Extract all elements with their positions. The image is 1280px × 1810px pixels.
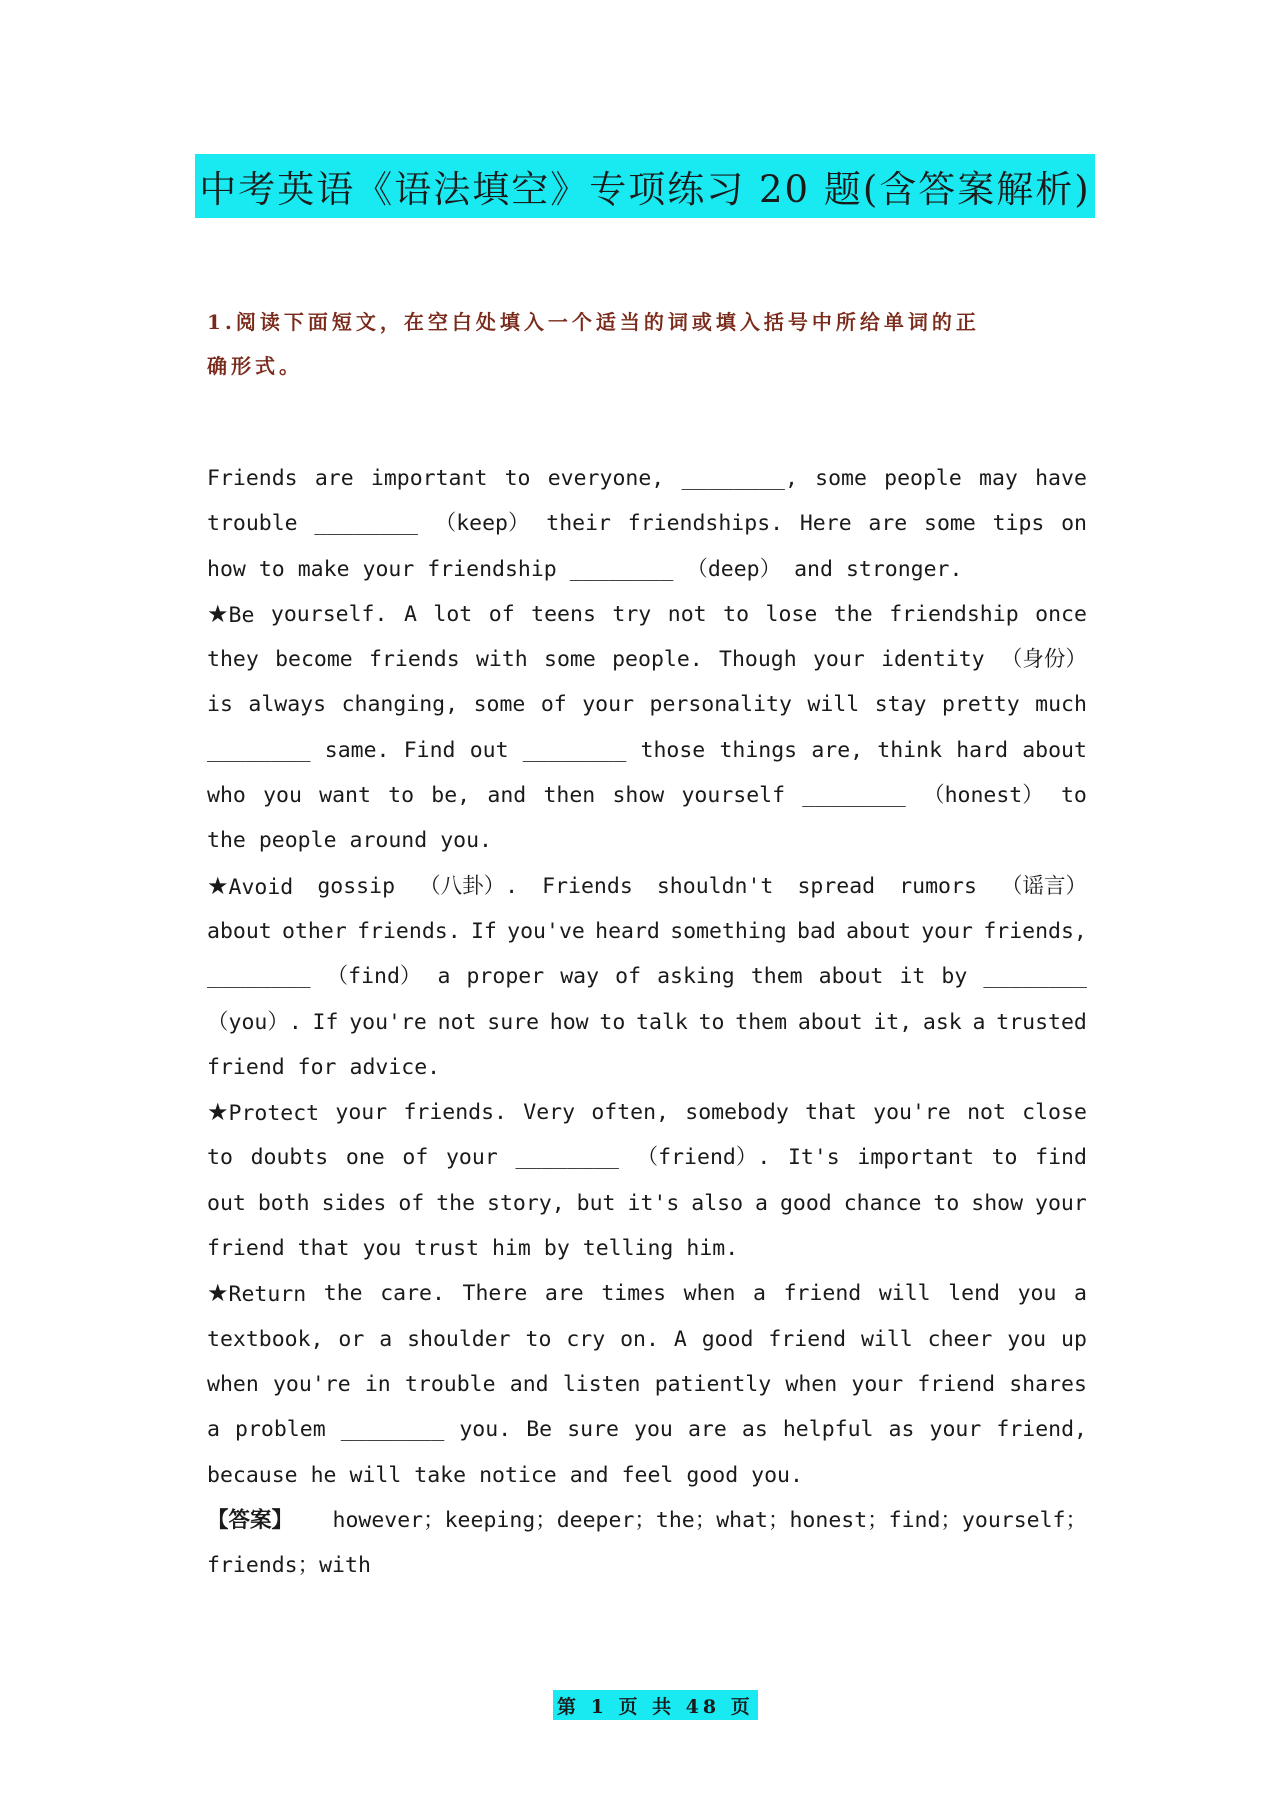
passage-line: 【答案】 however；keeping；deeper；the；what；honest；find；yourself； bbox=[207, 1507, 1087, 1533]
passage-line: a problem ________ you. Be sure you are as helpful as your friend, bbox=[207, 1417, 1087, 1443]
star-icon: ★ bbox=[207, 1279, 229, 1308]
answer-label: 【答案】 bbox=[207, 1507, 294, 1533]
passage-line: when you're in trouble and listen patiently when your friend shares bbox=[207, 1371, 1087, 1397]
passage-line: ★Be yourself. A lot of teens try not to lose the friendship once bbox=[207, 599, 1087, 628]
question-instruction-line: 1.阅读下面短文，在空白处填入一个适当的词或填入括号中所给单词的正 bbox=[207, 310, 980, 334]
passage-line: who you want to be, and then show yourself ________ （honest） to bbox=[207, 783, 1087, 809]
passage-line: how to make your friendship ________ （deep） and stronger. bbox=[207, 556, 963, 582]
passage-line: they become friends with some people. Though your identity （身份） bbox=[207, 647, 1087, 673]
question-instruction-line: 确形式。 bbox=[207, 354, 303, 378]
passage-line: ★Protect your friends. Very often, somebody that you're not close bbox=[207, 1098, 1087, 1127]
passage-line: friend for advice. bbox=[207, 1054, 441, 1080]
star-icon: ★ bbox=[207, 871, 229, 900]
passage-line: ★Return the care. There are times when a friend will lend you a bbox=[207, 1279, 1087, 1308]
star-icon: ★ bbox=[207, 1098, 229, 1127]
passage-line: because he will take notice and feel good you. bbox=[207, 1462, 803, 1488]
passage-line: textbook, or a shoulder to cry on. A good friend will cheer you up bbox=[207, 1326, 1087, 1352]
passage-line: ________ same. Find out ________ those things are, think hard about bbox=[207, 737, 1087, 763]
page-title: 中考英语《语法填空》专项练习 20 题(含答案解析) bbox=[199, 168, 1091, 211]
passage-line: ★Avoid gossip （八卦）. Friends shouldn't spread rumors （谣言） bbox=[207, 871, 1087, 900]
passage-line: trouble ________ （keep） their friendships. Here are some tips on bbox=[207, 511, 1087, 537]
passage-line: the people around you. bbox=[207, 828, 492, 854]
title-banner bbox=[195, 154, 1095, 218]
passage-line: to doubts one of your ________ （friend）. It's important to find bbox=[207, 1145, 1087, 1171]
passage-line: ________ （find） a proper way of asking them about it by ________ bbox=[207, 964, 1087, 990]
passage-line: （you）. If you're not sure how to talk to them about it, ask a trusted bbox=[207, 1009, 1087, 1035]
star-icon: ★ bbox=[207, 599, 229, 628]
passage-line: about other friends. If you've heard something bad about your friends, bbox=[207, 918, 1087, 944]
passage-line: out both sides of the story, but it's also a good chance to show your bbox=[207, 1190, 1087, 1216]
page-number: 第 1 页 共 48 页 bbox=[553, 1690, 758, 1720]
passage-line: Friends are important to everyone, ________, some people may have bbox=[207, 466, 1087, 491]
passage-line: is always changing, some of your personality will stay pretty much bbox=[207, 692, 1087, 718]
passage-line: friends；with bbox=[207, 1553, 371, 1579]
passage-line: friend that you trust him by telling him. bbox=[207, 1236, 739, 1262]
question-instruction bbox=[207, 300, 1087, 388]
passage bbox=[207, 456, 1087, 1588]
